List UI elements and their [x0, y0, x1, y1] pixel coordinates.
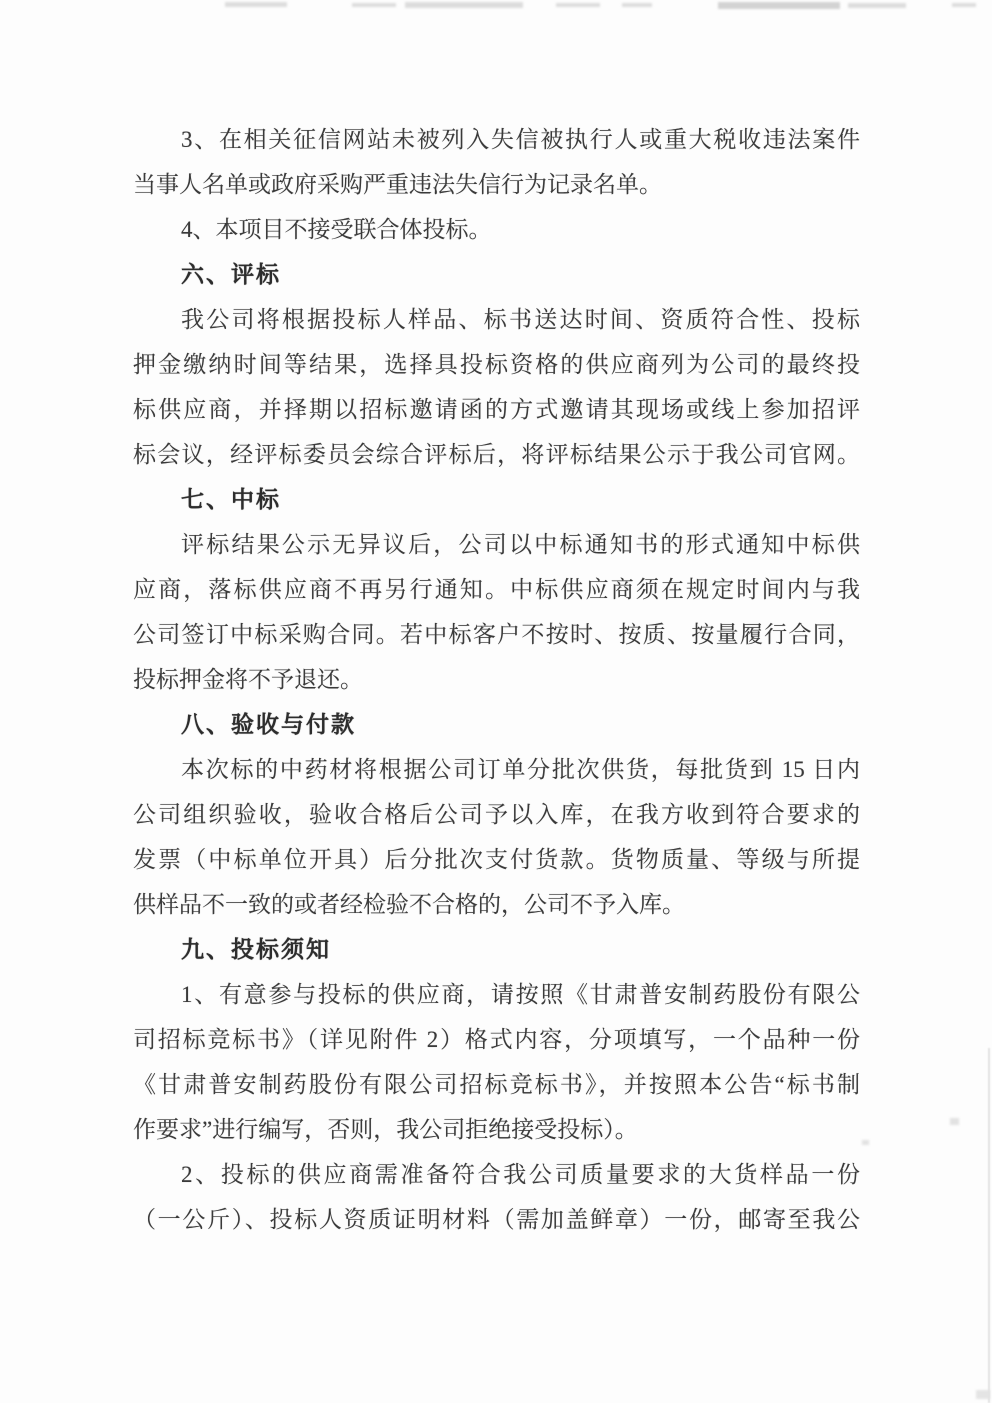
text-line: 1、有意参与投标的供应商，请按照《甘肃普安制药股份有限公: [181, 982, 860, 1007]
text-line: 4、本项目不接受联合体投标。: [181, 217, 492, 242]
text-line: 本次标的中药材将根据公司订单分批次供货，每批货到 15 日内: [181, 757, 860, 782]
text-line: 押金缴纳时间等结果，选择具投标资格的供应商列为公司的最终投: [133, 352, 860, 377]
text-line: 司招标竞标书》（详见附件 2）格式内容，分项填写，一个品种一份: [133, 1027, 860, 1052]
text-line: 作要求”进行编写，否则，我公司拒绝接受投标）。: [133, 1117, 638, 1142]
text-line: （一公斤）、投标人资质证明材料（需加盖鲜章）一份，邮寄至我公: [133, 1207, 860, 1232]
scan-artifact: [848, 3, 906, 8]
scan-artifact: [862, 1140, 869, 1145]
text-line: 公司组织验收，验收合格后公司予以入库，在我方收到符合要求的: [133, 802, 860, 827]
text-line: 发票（中标单位开具）后分批次支付货款。货物质量、等级与所提: [133, 847, 860, 872]
text-line: 应商，落标供应商不再另行通知。中标供应商须在规定时间内与我: [133, 577, 860, 602]
scan-artifact: [718, 2, 840, 9]
scan-artifact: [950, 1118, 959, 1125]
scan-artifact: [352, 3, 396, 7]
text-line: 2、投标的供应商需准备符合我公司质量要求的大货样品一份: [181, 1162, 860, 1187]
text-line: 3、在相关征信网站未被列入失信被执行人或重大税收违法案件: [181, 127, 860, 152]
section-heading: 八、验收与付款: [181, 712, 356, 737]
text-line: 我公司将根据投标人样品、标书送达时间、资质符合性、投标: [181, 307, 860, 332]
text-line: 标供应商，并择期以招标邀请函的方式邀请其现场或线上参加招评: [133, 397, 860, 422]
text-line: 当事人名单或政府采购严重违法失信行为记录名单。: [133, 172, 662, 197]
scan-artifact: [952, 3, 976, 7]
scan-artifact: [225, 2, 287, 7]
text-line: 公司签订中标采购合同。若中标客户不按时、按质、按量履行合同，: [133, 622, 860, 647]
document-body: [133, 117, 860, 1242]
text-line: 评标结果公示无异议后，公司以中标通知书的形式通知中标供: [181, 532, 860, 557]
section-heading: 九、投标须知: [181, 937, 331, 962]
scan-artifact: [622, 3, 652, 7]
text-line: 《甘肃普安制药股份有限公司招标竞标书》，并按照本公告“标书制: [133, 1072, 860, 1097]
scan-artifact: [405, 2, 523, 8]
scan-artifact: [976, 1390, 990, 1399]
section-heading: 七、中标: [181, 487, 281, 512]
scan-artifact: [556, 3, 600, 7]
scan-artifact-streak: [988, 1048, 990, 1403]
text-line: 标会议，经评标委员会综合评标后，将评标结果公示于我公司官网。: [133, 442, 860, 467]
section-heading: 六、评标: [181, 262, 281, 287]
text-line: 供样品不一致的或者经检验不合格的，公司不予入库。: [133, 892, 685, 917]
text-line: 投标押金将不予退还。: [133, 667, 363, 692]
